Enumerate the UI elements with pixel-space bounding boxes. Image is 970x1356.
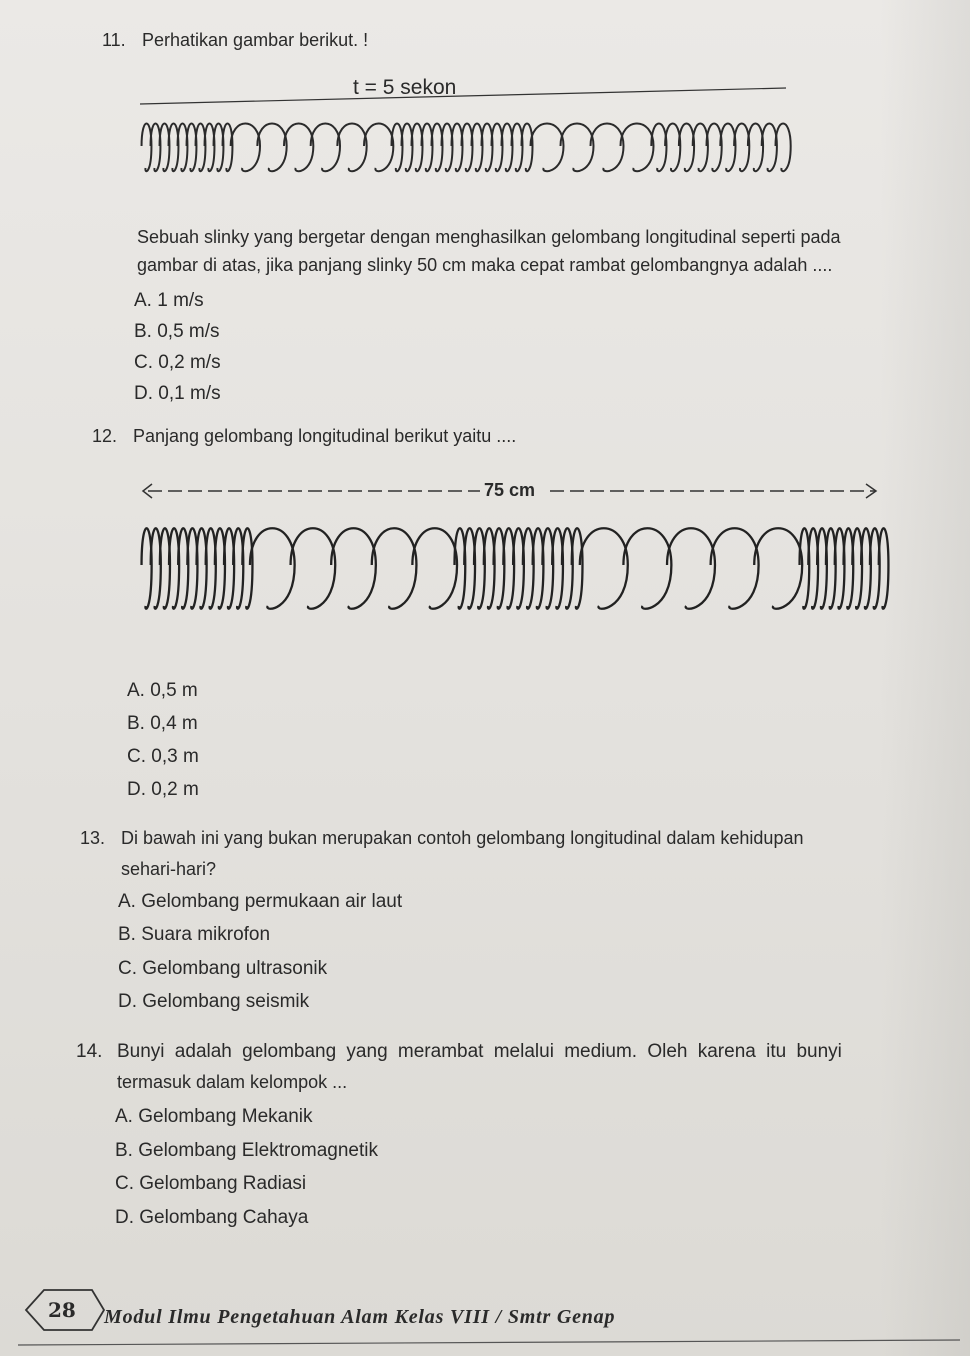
q12-figure-label: 75 cm: [484, 480, 536, 500]
q11-number: 11.: [102, 30, 126, 50]
q11-option-d: D. 0,1 m/s: [134, 383, 221, 404]
q12-number: 12.: [92, 426, 118, 446]
q13-option-a: A. Gelombang permukaan air laut: [118, 891, 403, 912]
q13-option-d: D. Gelombang seismik: [118, 991, 310, 1012]
q13-number: 13.: [80, 828, 106, 848]
footer-title: Modul Ilmu Pengetahuan Alam Kelas VIII / Smtr Genap: [104, 1306, 616, 1328]
q11-option-c: C. 0,2 m/s: [134, 352, 221, 373]
q13-option-b: B. Suara mikrofon: [118, 924, 271, 945]
q11-intro: Perhatikan gambar berikut. !: [142, 30, 369, 50]
q14-option-d: D. Gelombang Cahaya: [115, 1207, 309, 1228]
q13-text-line1: Di bawah ini yang bukan merupakan contoh gelombang longitudinal dalam kehidupan: [121, 828, 804, 848]
q11-text-line1: Sebuah slinky yang bergetar dengan menghasilkan gelombang longitudinal seperti pada: [137, 227, 841, 247]
q14-option-c: C. Gelombang Radiasi: [115, 1173, 307, 1194]
q14-text-line1: Bunyi adalah gelombang yang merambat melalui medium. Oleh karena itu bunyi: [117, 1041, 842, 1062]
q14-number: 14.: [76, 1041, 103, 1062]
q14-option-b: B. Gelombang Elektromagnetik: [115, 1140, 378, 1161]
q14-option-a: A. Gelombang Mekanik: [115, 1106, 313, 1127]
q12-option-c: C. 0,3 m: [127, 746, 199, 767]
q12-text: Panjang gelombang longitudinal berikut yaitu ....: [133, 426, 517, 446]
q13-text-line2: sehari-hari?: [121, 859, 217, 879]
q11-option-a: A. 1 m/s: [134, 290, 204, 311]
q11-text-line2: gambar di atas, jika panjang slinky 50 cm maka cepat rambat gelombangnya adalah ....: [137, 255, 833, 275]
q12-option-a: A. 0,5 m: [127, 680, 198, 701]
q13-option-c: C. Gelombang ultrasonik: [118, 958, 328, 979]
q12-option-d: D. 0,2 m: [127, 779, 199, 800]
q14-text-line2: termasuk dalam kelompok ...: [117, 1072, 348, 1092]
footer-page-number: 28: [48, 1298, 76, 1322]
q12-option-b: B. 0,4 m: [127, 713, 198, 734]
q11-option-b: B. 0,5 m/s: [134, 321, 220, 342]
q11-figure-label: t = 5 sekon: [353, 76, 457, 99]
